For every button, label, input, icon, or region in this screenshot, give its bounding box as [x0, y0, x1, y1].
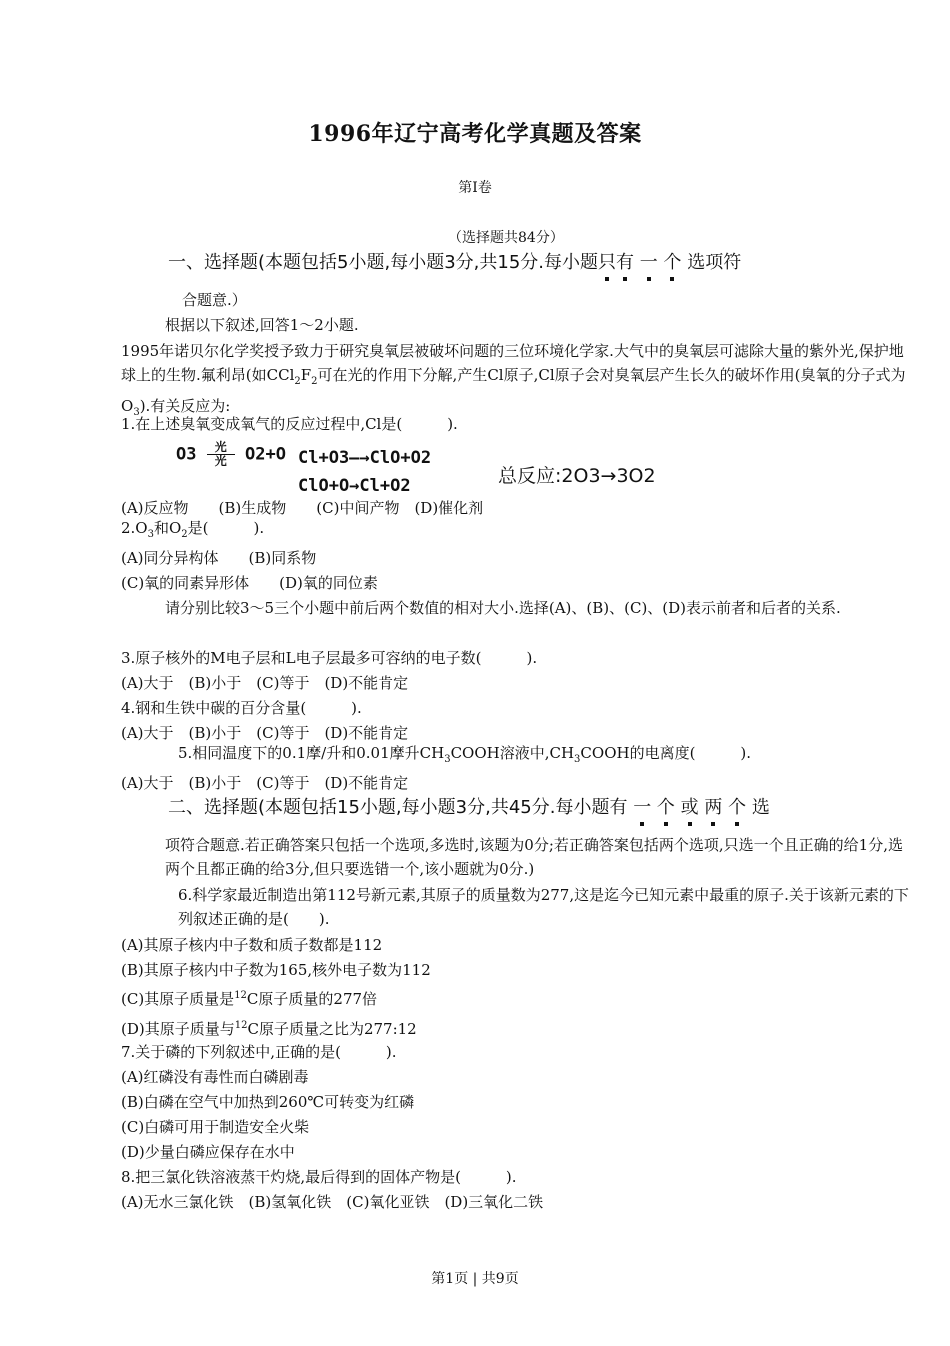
- question-4: 4.钢和生铁中碳的百分含量( ).: [121, 699, 362, 717]
- question-2-options-1: (A)同分异构体 (B)同系物: [121, 549, 317, 567]
- subscript: 2: [181, 529, 188, 540]
- question-7: 7.关于磷的下列叙述中,正确的是( ).: [121, 1043, 397, 1061]
- question-7-option-b: (B)白磷在空气中加热到260℃可转变为红磷: [121, 1093, 415, 1111]
- passage-text: ).有关反应为:: [139, 397, 231, 415]
- question-6-option-b: (B)其原子核内中子数为165,核外电子数为112: [121, 961, 431, 979]
- q2-text: 2.O: [121, 519, 148, 537]
- reactant: O3: [176, 444, 197, 465]
- reaction-2: Cl+O3—→ClO+O2: [298, 448, 432, 468]
- option-text: C原子质量的277倍: [246, 990, 378, 1008]
- subscript: 2: [311, 376, 318, 387]
- question-2: [121, 516, 264, 547]
- emph-char: 一: [633, 793, 651, 819]
- q2-text: 和O: [153, 519, 182, 537]
- question-3-options: (A)大于 (B)小于 (C)等于 (D)不能肯定: [121, 674, 409, 692]
- passage-text: F: [300, 366, 312, 384]
- emph-char: 有: [616, 248, 634, 274]
- emph-char: 一: [640, 248, 658, 274]
- question-3: 3.原子核外的M电子层和L电子层最多可容纳的电子数( ).: [121, 649, 538, 667]
- question-1: 1.在上述臭氧变成氧气的反应过程中,Cl是( ).: [121, 415, 458, 433]
- emph-char: 个: [663, 248, 681, 274]
- question-5: [178, 741, 751, 772]
- section2-head-b: 选: [751, 797, 770, 818]
- condition-top: 光: [214, 440, 227, 454]
- subscript: 3: [444, 754, 451, 765]
- subscript: 3: [574, 754, 581, 765]
- q5-text: COOH溶液中,CH: [450, 744, 575, 762]
- subscript: 2: [294, 376, 301, 387]
- q2-text: 是( ).: [187, 519, 265, 537]
- passage-text: 可在光的作用下分解,产生Cl原子,Cl原子会对臭氧层产生长久的破坏作用(臭氧的分子式为O: [121, 366, 906, 415]
- question-7-option-c: (C)白磷可用于制造安全火柴: [121, 1118, 310, 1136]
- intro-1: 根据以下叙述,回答1～2小题.: [165, 316, 359, 334]
- option-text: C原子质量之比为277:12: [247, 1020, 417, 1038]
- total-reaction: 总反应:2O3→3O2: [498, 465, 656, 487]
- section1-heading: [168, 248, 741, 274]
- section2-heading: [168, 793, 770, 819]
- emph-char: 只: [598, 248, 616, 274]
- option-text: (D)其原子质量与: [121, 1020, 235, 1038]
- page-title: 1996年辽宁高考化学真题及答案: [308, 121, 642, 147]
- question-4-options: (A)大于 (B)小于 (C)等于 (D)不能肯定: [121, 724, 409, 742]
- question-2-options-2: (C)氧的同素异形体 (D)氧的同位素: [121, 574, 378, 592]
- section1-head-b: 选项符: [687, 252, 742, 273]
- reaction-3: ClO+O→Cl+O2: [298, 476, 411, 496]
- page-footer: 第1页 | 共9页: [431, 1271, 519, 1287]
- subscript: 3: [133, 407, 140, 418]
- product: O2+O: [244, 444, 286, 465]
- section2-continuation: 项符合题意.若正确答案只包括一个选项,多选时,该题为0分;若正确答案包括两个选项,只选一个且正确的给1分,选两个且都正确的给3分,但只要选错一个,该小题就为0分.): [165, 836, 903, 878]
- superscript: 12: [234, 1020, 248, 1031]
- question-6: 6.科学家最近制造出第112号新元素,其原子的质量数为277,这是迄今已知元素中最重的原子.关于该新元素的下列叙述正确的是( ).: [178, 886, 909, 928]
- emph-char: 或: [681, 793, 699, 819]
- subscript: 3: [147, 529, 154, 540]
- option-text: (C)其原子质量是: [121, 990, 235, 1008]
- choice-total: （选择题共84分）: [448, 230, 564, 246]
- section2-head-a: 二、选择题(本题包括15小题,每小题3分,共45分.每小题有: [168, 797, 628, 818]
- q5-text: 5.相同温度下的0.1摩/升和0.01摩升CH: [178, 744, 445, 762]
- question-1-options: (A)反应物 (B)生成物 (C)中间产物 (D)催化剂: [121, 499, 484, 517]
- question-6-option-a: (A)其原子核内中子数和质子数都是112: [121, 936, 383, 954]
- question-7-option-d: (D)少量白磷应保存在水中: [121, 1143, 295, 1161]
- question-5-options: (A)大于 (B)小于 (C)等于 (D)不能肯定: [121, 774, 409, 792]
- passage-text: 1995年诺贝尔化学奖授予致力于研究臭氧层被破坏问题的三位环境化学家.大气中的臭氧层可滤除大量的紫外光,保护地球上的生物.氟利昂(如CCl: [121, 342, 904, 384]
- intro-2: 请分别比较3～5三个小题中前后两个数值的相对大小.选择(A)、(B)、(C)、(D)表示前者和后者的关系.: [165, 599, 841, 617]
- volume-label: 第I卷: [458, 180, 492, 196]
- emph-char: 个: [728, 793, 746, 819]
- reaction-photolysis: [176, 441, 286, 468]
- question-8: 8.把三氯化铁溶液蒸干灼烧,最后得到的固体产物是( ).: [121, 1168, 517, 1186]
- question-6-option-d: [121, 1014, 417, 1041]
- question-7-option-a: (A)红磷没有毒性而白磷剧毒: [121, 1068, 309, 1086]
- question-8-options: (A)无水三氯化铁 (B)氢氧化铁 (C)氧化亚铁 (D)三氧化二铁: [121, 1193, 544, 1211]
- q5-text: COOH的电离度( ).: [580, 744, 752, 762]
- condition-bottom: 光: [214, 454, 227, 468]
- question-6-option-c: [121, 984, 377, 1011]
- section1-continuation: 合题意.）: [182, 291, 247, 309]
- section1-head-a: 一、选择题(本题包括5小题,每小题3分,共15分.每小题: [168, 252, 598, 273]
- light-condition: [207, 441, 235, 468]
- emph-char: 个: [657, 793, 675, 819]
- emph-char: 两: [704, 793, 722, 819]
- superscript: 12: [234, 990, 247, 1001]
